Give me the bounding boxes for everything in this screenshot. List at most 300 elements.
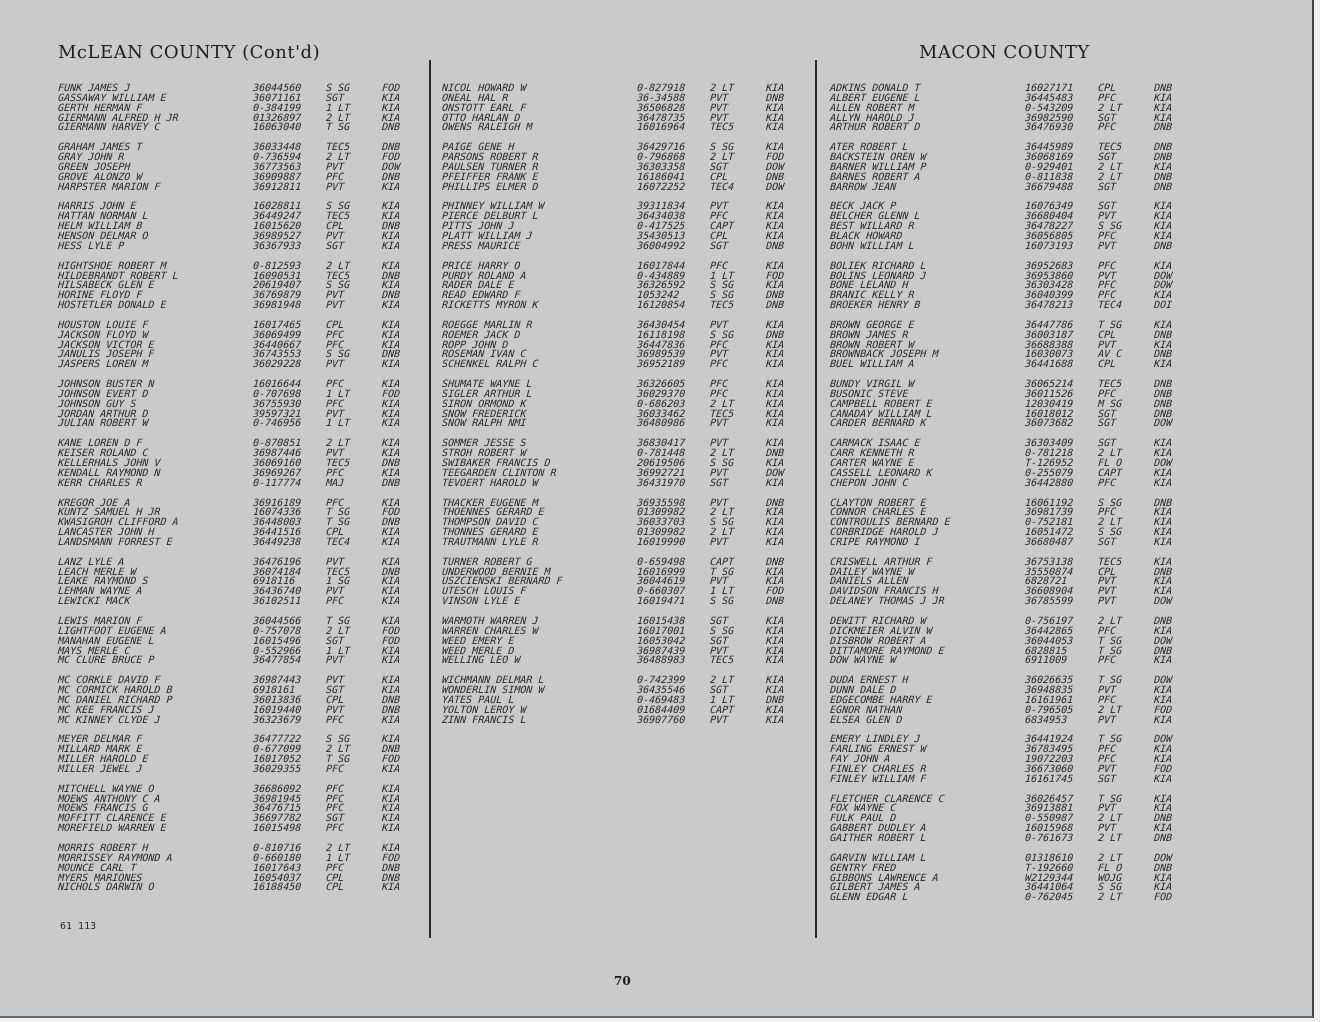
status-code: FOD [381, 852, 401, 864]
rank: SGT [325, 92, 345, 104]
rank: 2 LT [1097, 852, 1123, 864]
serial-number: 36477854 [252, 655, 302, 667]
serial-number: 36981945 [252, 793, 302, 805]
casualty-name: JANULIS JOSEPH F [57, 349, 155, 361]
serial-number: 6918161 [252, 685, 296, 697]
rank: PVT [325, 181, 345, 193]
rank: PVT [1097, 714, 1117, 726]
casualty-name: MILLER HAROLD E [57, 754, 149, 766]
casualty-name: SHUMATE WAYNE L [441, 379, 533, 391]
rank: CPL [709, 230, 729, 242]
serial-number: 36445989 [1024, 142, 1074, 154]
rank: PVT [325, 448, 345, 460]
rank: SGT [709, 477, 729, 489]
status-code: KIA [1153, 230, 1173, 242]
casualty-name: MC KEE FRANCIS J [57, 704, 155, 716]
status-code: KIA [381, 339, 401, 351]
serial-number: 36981948 [252, 300, 302, 312]
rank: PFC [709, 359, 729, 371]
rank: TEC5 [325, 142, 351, 154]
serial-number: 0-781218 [1024, 448, 1074, 460]
status-code: DNB [1153, 645, 1173, 657]
casualty-name: WARREN CHARLES W [441, 625, 539, 637]
casualty-name: ARTHUR ROBERT D [829, 122, 921, 134]
rank: PFC [1097, 122, 1117, 134]
serial-number: 36916189 [252, 497, 302, 509]
casualty-name: LANDSMANN FORREST E [57, 536, 173, 548]
serial-number: 36004992 [636, 240, 686, 252]
status-code: DOW [765, 161, 785, 173]
county-header-macon: MACON COUNTY [919, 42, 1090, 63]
status-code: KIA [1153, 793, 1173, 805]
serial-number: 36367933 [252, 240, 302, 252]
status-code: KIA [381, 448, 401, 460]
rank: CPL [325, 882, 345, 894]
casualty-name: KANE LOREN D F [57, 438, 143, 450]
serial-number: 6918116 [252, 576, 296, 588]
status-code: KIA [1153, 92, 1173, 104]
serial-number: 36065214 [1024, 379, 1074, 391]
serial-number: 16161961 [1024, 694, 1074, 706]
serial-number: 16017052 [252, 754, 302, 766]
serial-number: W2129344 [1024, 872, 1074, 884]
casualty-name: FULK PAUL D [829, 813, 897, 825]
status-code: DNB [1153, 566, 1173, 578]
rank: PFC [1097, 744, 1117, 756]
rank: 1 SG [325, 576, 351, 588]
serial-number: 36447836 [636, 339, 686, 351]
status-code: DOW [765, 181, 785, 193]
casualty-name: ALBERT EUGENE L [829, 92, 921, 104]
rank: PFC [325, 467, 345, 479]
casualty-name: HELM WILLIAM B [57, 221, 143, 233]
casualty-name: SIGLER ARTHUR L [441, 388, 533, 400]
serial-number: 36608904 [1024, 586, 1074, 598]
casualty-name: YATES PAUL L [441, 694, 515, 706]
rank: PFC [1097, 230, 1117, 242]
serial-number: 0-660307 [636, 586, 686, 598]
casualty-name: HORINE FLOYD F [57, 290, 143, 302]
status-code: KIA [765, 507, 785, 519]
status-code: DOW [1153, 280, 1173, 292]
roster-row [829, 714, 1173, 726]
casualty-name: ALLEN ROBERT M [829, 102, 915, 114]
status-code: KIA [765, 142, 785, 154]
serial-number: 0-686203 [636, 398, 686, 410]
serial-number: 36480986 [636, 418, 686, 430]
rank: 2 LT [1097, 892, 1123, 904]
status-code: DNB [381, 270, 401, 282]
roster-row [829, 359, 1173, 371]
casualty-name: DUNN DALE D [829, 685, 897, 697]
serial-number: 0-417525 [636, 221, 686, 233]
roster-row [57, 418, 401, 430]
serial-number: 36909887 [252, 171, 302, 183]
rank: PFC [325, 862, 345, 874]
rank: 2 LT [1097, 704, 1123, 716]
roster-row [441, 300, 785, 312]
status-code: DNB [381, 517, 401, 529]
casualty-name: MAYS MERLE C [57, 645, 131, 657]
status-code: DNB [765, 694, 785, 706]
status-code: DNB [1153, 83, 1173, 94]
roster-row [441, 181, 785, 193]
status-code: DNB [1153, 379, 1173, 391]
roster-row [441, 418, 785, 430]
rank: S SG [325, 734, 351, 746]
status-code: KIA [1153, 290, 1173, 302]
status-code: KIA [765, 675, 785, 687]
casualty-name: PAIGE GENE H [441, 142, 515, 154]
rank: 2 LT [709, 152, 735, 164]
status-code: KIA [381, 230, 401, 242]
casualty-name: HILDEBRANDT ROBERT L [57, 270, 179, 282]
casualty-name: MITCHELL WAYNE O [57, 783, 155, 795]
serial-number: 36033703 [636, 517, 686, 529]
casualty-name: YOLTON LEROY W [441, 704, 527, 716]
rank: T SG [1097, 635, 1123, 647]
casualty-name: EDGECOMBE HARRY E [829, 694, 933, 706]
rank: PVT [709, 92, 729, 104]
casualty-name: HENSON DELMAR O [57, 230, 149, 242]
rank: PVT [325, 290, 345, 302]
rank: S SG [325, 280, 351, 292]
roster-row [57, 596, 401, 608]
status-code: KIA [765, 260, 785, 272]
serial-number: 36441516 [252, 527, 302, 539]
status-code: KIA [765, 536, 785, 548]
rank: PVT [325, 230, 345, 242]
casualty-name: PFEIFFER FRANK E [441, 171, 539, 183]
rank: 2 LT [1097, 102, 1123, 114]
status-code: KIA [381, 438, 401, 450]
rank: 1 LT [325, 102, 351, 114]
status-code: DOW [1153, 734, 1173, 746]
casualty-name: HOUSTON LOUIE F [57, 319, 149, 331]
status-code: KIA [1153, 576, 1173, 588]
rank: S SG [709, 458, 735, 469]
status-code: DNB [765, 171, 785, 183]
status-code: KIA [381, 586, 401, 598]
status-code: KIA [1153, 221, 1173, 233]
serial-number: 36506828 [636, 102, 686, 114]
casualty-name: TEVOERT HAROLD W [441, 477, 539, 489]
rank: CPL [325, 694, 345, 706]
serial-number: 36003187 [1024, 329, 1074, 341]
status-code: KIA [381, 823, 401, 835]
serial-number: 36982590 [1024, 112, 1074, 124]
casualty-name: HARPSTER MARION F [57, 181, 161, 193]
rank: 2 LT [1097, 813, 1123, 825]
serial-number: 36303428 [1024, 280, 1074, 292]
rank: SGT [1097, 438, 1117, 450]
casualty-name: DICKMEIER ALVIN W [829, 625, 933, 637]
rank: PFC [325, 596, 345, 608]
rank: 2 LT [1097, 448, 1123, 460]
status-code: KIA [1153, 527, 1173, 539]
status-code: DOW [765, 467, 785, 479]
rank: T SG [1097, 675, 1123, 687]
status-code: DNB [765, 240, 785, 252]
casualty-name: BACKSTEIN OREN W [829, 152, 927, 164]
rank: CPL [325, 221, 345, 233]
column-divider-right [815, 60, 817, 938]
serial-number: 36074184 [252, 566, 302, 578]
casualty-name: THOMPSON DAVID C [441, 517, 539, 529]
status-code: FOD [381, 625, 401, 637]
status-code: DOW [1153, 458, 1173, 469]
casualty-name: MANAHAN EUGENE L [57, 635, 155, 647]
casualty-name: WONDERLIN SIMON W [441, 685, 545, 697]
serial-number: 16090531 [252, 270, 302, 282]
serial-number: 36073682 [1024, 418, 1074, 430]
status-code: DNB [381, 290, 401, 302]
status-code: KIA [765, 112, 785, 124]
rank: PVT [325, 359, 345, 371]
rank: CPL [325, 872, 345, 884]
serial-number: 36069160 [252, 458, 302, 469]
serial-number: 16027171 [1024, 83, 1074, 94]
serial-number: 36029370 [636, 388, 686, 400]
rank: S SG [1097, 221, 1123, 233]
rank: 1 LT [325, 852, 351, 864]
serial-number: 16015438 [636, 615, 686, 627]
status-code: KIA [765, 230, 785, 242]
casualty-name: LEWICKI MACK [57, 596, 131, 608]
rank: S SG [325, 201, 351, 213]
serial-number: 36303358 [636, 161, 686, 173]
rank: CPL [325, 319, 345, 331]
casualty-name: CANADAY WILLIAM L [829, 408, 933, 420]
status-code: FOD [381, 83, 401, 94]
status-code: KIA [381, 763, 401, 775]
status-code: KIA [381, 497, 401, 509]
casualty-name: FINLEY CHARLES R [829, 763, 927, 775]
rank: 2 LT [1097, 615, 1123, 627]
casualty-name: KEISER ROLAND C [57, 448, 149, 460]
casualty-name: BLACK HOWARD [829, 230, 903, 242]
rank: PFC [1097, 260, 1117, 272]
serial-number: 36952683 [1024, 260, 1074, 272]
casualty-name: BROWN GEORGE E [829, 319, 915, 331]
serial-number: 0-812593 [252, 260, 302, 272]
serial-number: 36449238 [252, 536, 302, 548]
status-code: DNB [1153, 171, 1173, 183]
serial-number: 16019440 [252, 704, 302, 716]
rank: PFC [1097, 477, 1117, 489]
casualty-name: MOREFIELD WARREN E [57, 823, 167, 835]
serial-number: 36442865 [1024, 625, 1074, 637]
casualty-name: KELLERHALS JOHN V [57, 458, 161, 469]
rank: PVT [325, 300, 345, 312]
rank: PVT [709, 438, 729, 450]
casualty-name: GRAHAM JAMES T [57, 142, 143, 154]
status-code: KIA [1153, 823, 1173, 835]
casualty-name: DEWITT RICHARD W [829, 615, 927, 627]
serial-number: 16015620 [252, 221, 302, 233]
serial-number: 36948835 [1024, 685, 1074, 697]
serial-number: 16016999 [636, 566, 686, 578]
serial-number: 36056805 [1024, 230, 1074, 242]
status-code: KIA [765, 645, 785, 657]
serial-number: 36033448 [252, 142, 302, 154]
serial-number: 36044053 [1024, 635, 1074, 647]
casualty-name: CONTROULIS BERNARD E [829, 517, 951, 529]
casualty-name: JOHNSON BUSTER N [57, 379, 155, 391]
serial-number: 16030073 [1024, 349, 1074, 361]
casualty-name: PARSONS ROBERT R [441, 152, 539, 164]
serial-number: 36753138 [1024, 556, 1074, 568]
serial-number: 36326605 [636, 379, 686, 391]
status-code: KIA [765, 211, 785, 223]
casualty-name: PHINNEY WILLIAM W [441, 201, 545, 213]
status-code: KIA [381, 655, 401, 667]
casualty-name: HARRIS JOHN E [57, 201, 137, 213]
rank: PFC [709, 388, 729, 400]
serial-number: 16017465 [252, 319, 302, 331]
casualty-name: MILLARD MARK E [57, 744, 143, 756]
serial-number: 36029228 [252, 359, 302, 371]
rank: SGT [1097, 112, 1117, 124]
rank: TEC4 [1097, 300, 1123, 312]
casualty-name: MOFFITT CLARENCE E [57, 813, 167, 825]
serial-number: 36686092 [252, 783, 302, 795]
status-code: DNB [1153, 398, 1173, 410]
rank: PFC [709, 339, 729, 351]
serial-number: 36323679 [252, 714, 302, 726]
roster-row [57, 122, 401, 134]
rank: WOJG [1097, 872, 1123, 884]
casualty-name: RICKETTS MYRON K [441, 300, 539, 312]
casualty-name: WEED EMERY E [441, 635, 515, 647]
casualty-name: BROEKER HENRY B [829, 300, 921, 312]
serial-number: 36449247 [252, 211, 302, 223]
roster-row [57, 300, 401, 312]
rank: PVT [709, 645, 729, 657]
casualty-name: GIERMANN ALFRED H JR [57, 112, 179, 124]
status-code: DNB [1153, 833, 1173, 844]
rank: PFC [325, 398, 345, 410]
roster-row [441, 655, 785, 667]
casualty-name: LIGHTFOOT EUGENE A [57, 625, 167, 637]
serial-number: 16186041 [636, 171, 686, 183]
status-code: FOD [381, 388, 401, 400]
rank: PVT [325, 556, 345, 568]
roster-row [441, 714, 785, 726]
rank: 1 LT [325, 418, 351, 430]
casualty-name: KWASIGROH CLIFFORD A [57, 517, 179, 529]
status-code: KIA [1153, 211, 1173, 223]
status-code: FOD [381, 507, 401, 519]
casualty-name: JOHNSON EVERT D [57, 388, 149, 400]
roster-row [829, 418, 1173, 430]
casualty-name: CRIPE RAYMOND I [829, 536, 921, 548]
rank: PVT [1097, 803, 1117, 815]
casualty-name: JACKSON FLOYD W [57, 329, 149, 341]
serial-number: 36068169 [1024, 152, 1074, 164]
rank: 1 LT [325, 645, 351, 657]
status-code: DNB [381, 694, 401, 706]
serial-number: 36981739 [1024, 507, 1074, 519]
serial-number: 36303409 [1024, 438, 1074, 450]
serial-number: 16120854 [636, 300, 686, 312]
serial-number: 16054037 [252, 872, 302, 884]
rank: 2 LT [1097, 161, 1123, 173]
serial-number: 36013836 [252, 694, 302, 706]
rank: CAPT [709, 556, 735, 568]
casualty-name: GENTRY FRED [829, 862, 897, 874]
status-code: DNB [381, 477, 401, 489]
status-code: FOD [1153, 892, 1173, 904]
rank: SGT [1097, 408, 1117, 420]
serial-number: 0-752181 [1024, 517, 1074, 529]
status-code: KIA [765, 408, 785, 420]
column-divider-left [429, 60, 431, 938]
status-code: KIA [765, 517, 785, 529]
casualty-name: BECK JACK P [829, 201, 897, 213]
rank: T SG [709, 566, 735, 578]
status-code: KIA [765, 438, 785, 450]
serial-number: 36071161 [252, 92, 302, 104]
rank: PFC [709, 211, 729, 223]
roster-row [441, 596, 785, 608]
casualty-name: ONEAL HAL R [441, 92, 509, 104]
rank: PFC [1097, 290, 1117, 302]
rank: PFC [325, 329, 345, 341]
casualty-name: DELANEY THOMAS J JR [829, 596, 945, 608]
rank: PFC [325, 714, 345, 726]
status-code: KIA [765, 458, 785, 469]
status-code: KIA [1153, 714, 1173, 726]
rank: T SG [1097, 645, 1123, 657]
rank: S SG [325, 83, 351, 94]
serial-number: 16015968 [1024, 823, 1074, 835]
status-code: FOD [1153, 704, 1173, 716]
casualty-name: HESS LYLE P [57, 240, 125, 252]
serial-number: 36987443 [252, 675, 302, 687]
rank: SGT [1097, 773, 1117, 785]
status-code: KIA [1153, 507, 1173, 519]
serial-number: 0-796868 [636, 152, 686, 164]
rank: 2 LT [325, 625, 351, 637]
rank: PVT [1097, 211, 1117, 223]
rank: 1 LT [325, 388, 351, 400]
status-code: KIA [765, 635, 785, 647]
rank: PVT [1097, 823, 1117, 835]
casualty-name: CLAYTON ROBERT E [829, 497, 927, 509]
casualty-name: ROSEMAN IVAN C [441, 349, 527, 361]
casualty-name: HILSABECK GLEN E [57, 280, 155, 292]
status-code: KIA [765, 221, 785, 233]
casualty-name: SNOW FREDERICK [441, 408, 527, 420]
casualty-name: TURNER ROBERT G [441, 556, 533, 568]
serial-number: 36697782 [252, 813, 302, 825]
casualty-name: BUNDY VIRGIL W [829, 379, 915, 391]
casualty-name: CARTER WAYNE E [829, 458, 915, 469]
casualty-name: NICOL HOWARD W [441, 83, 527, 94]
casualty-name: SCHENKEL RALPH C [441, 359, 539, 371]
casualty-name: CARMACK ISAAC E [829, 438, 921, 450]
casualty-name: LANCASTER JOHN H [57, 527, 155, 539]
serial-number: 01309982 [636, 507, 686, 519]
status-code: KIA [381, 467, 401, 479]
serial-number: 36769879 [252, 290, 302, 302]
rank: PVT [709, 349, 729, 361]
status-code: DNB [765, 497, 785, 509]
casualty-name: GASSAWAY WILLIAM E [57, 92, 167, 104]
rank: T SG [325, 517, 351, 529]
casualty-name: THONNES GERARD E [441, 527, 539, 539]
